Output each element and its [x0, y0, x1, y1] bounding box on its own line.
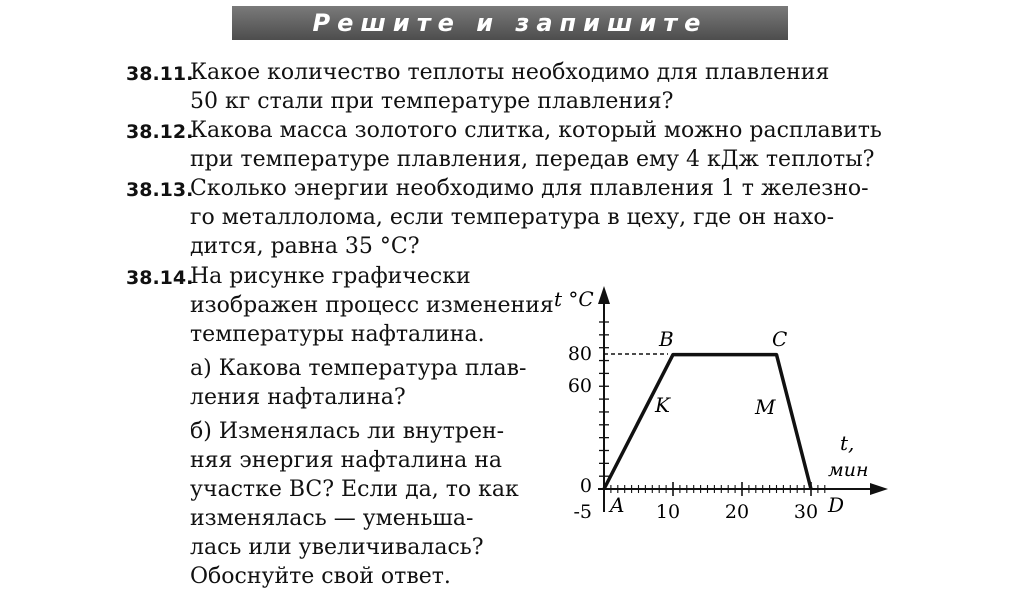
question-b-line: Обоснуйте свой ответ.: [190, 564, 451, 589]
y-tick-label-0: 0: [579, 475, 592, 497]
problem-text-line: Сколько энергии необходимо для плавления 1 т железно-: [190, 176, 869, 201]
question-a-line: а) Какова температура плав-: [190, 356, 527, 381]
y-tick-label-60: 60: [567, 375, 592, 397]
problem-number: 38.13.: [126, 179, 194, 201]
problem-text-line: изображен процесс изменения: [190, 293, 554, 318]
x-tick-label-10: 10: [655, 501, 681, 523]
series-line: [604, 355, 811, 489]
problem-38-14: [126, 262, 554, 591]
problem-text-line: Какое количество теплоты необходимо для плавления: [190, 60, 830, 85]
section-banner: [232, 6, 788, 40]
problem-38-11: [126, 58, 896, 116]
question-b-line: б) Изменялась ли внутрен-: [190, 419, 505, 444]
x-axis-label-t: t,: [840, 431, 855, 455]
point-label-C: C: [772, 327, 788, 351]
question-b-line: няя энергия нафталина на: [190, 448, 503, 473]
section-title: Решите и запишите: [312, 9, 708, 37]
y-axis-arrow: [598, 286, 610, 304]
question-b-line: участке BC? Если да, то как: [190, 477, 519, 502]
problem-text-line: при температуре плавления, передав ему 4 кДж теплоты?: [190, 147, 875, 172]
problem-38-13: [126, 174, 896, 261]
problem-text-line: дится, равна 35 °C?: [190, 234, 420, 259]
segment-label-K: K: [655, 393, 670, 417]
question-a-line: ления нафталина?: [190, 385, 406, 410]
problem-number: 38.12.: [126, 121, 194, 143]
x-tick-label-20: 20: [724, 501, 750, 523]
y-axis-label: t °C: [554, 287, 594, 311]
problem-text-line: температуры нафталина.: [190, 322, 485, 347]
point-label-A: A: [610, 493, 625, 517]
segment-label-M: M: [755, 395, 776, 419]
x-axis-label-unit: мин: [828, 459, 869, 481]
problem-text-line: Какова масса золотого слитка, который можно расплавить: [190, 118, 882, 143]
question-b-line: изменялась — уменьша-: [190, 506, 474, 531]
temperature-chart: [540, 278, 900, 533]
problem-number: 38.11.: [126, 63, 194, 85]
point-label-B: B: [659, 327, 674, 351]
question-b-line: лась или увеличивалась?: [190, 535, 484, 560]
y-tick-label-minus5: -5: [573, 501, 592, 523]
problem-number: 38.14.: [126, 267, 194, 289]
x-tick-label-30: 30: [793, 501, 819, 523]
x-axis-arrow: [870, 483, 888, 495]
point-label-D: D: [828, 493, 845, 517]
problem-38-12: [126, 116, 896, 174]
problem-text-line: На рисунке графически: [190, 264, 471, 289]
problem-text-line: 50 кг стали при температуре плавления?: [190, 89, 674, 114]
problem-text-line: го металлолома, если температура в цеху, где он нахо-: [190, 205, 835, 230]
y-tick-label-80: 80: [567, 343, 592, 365]
